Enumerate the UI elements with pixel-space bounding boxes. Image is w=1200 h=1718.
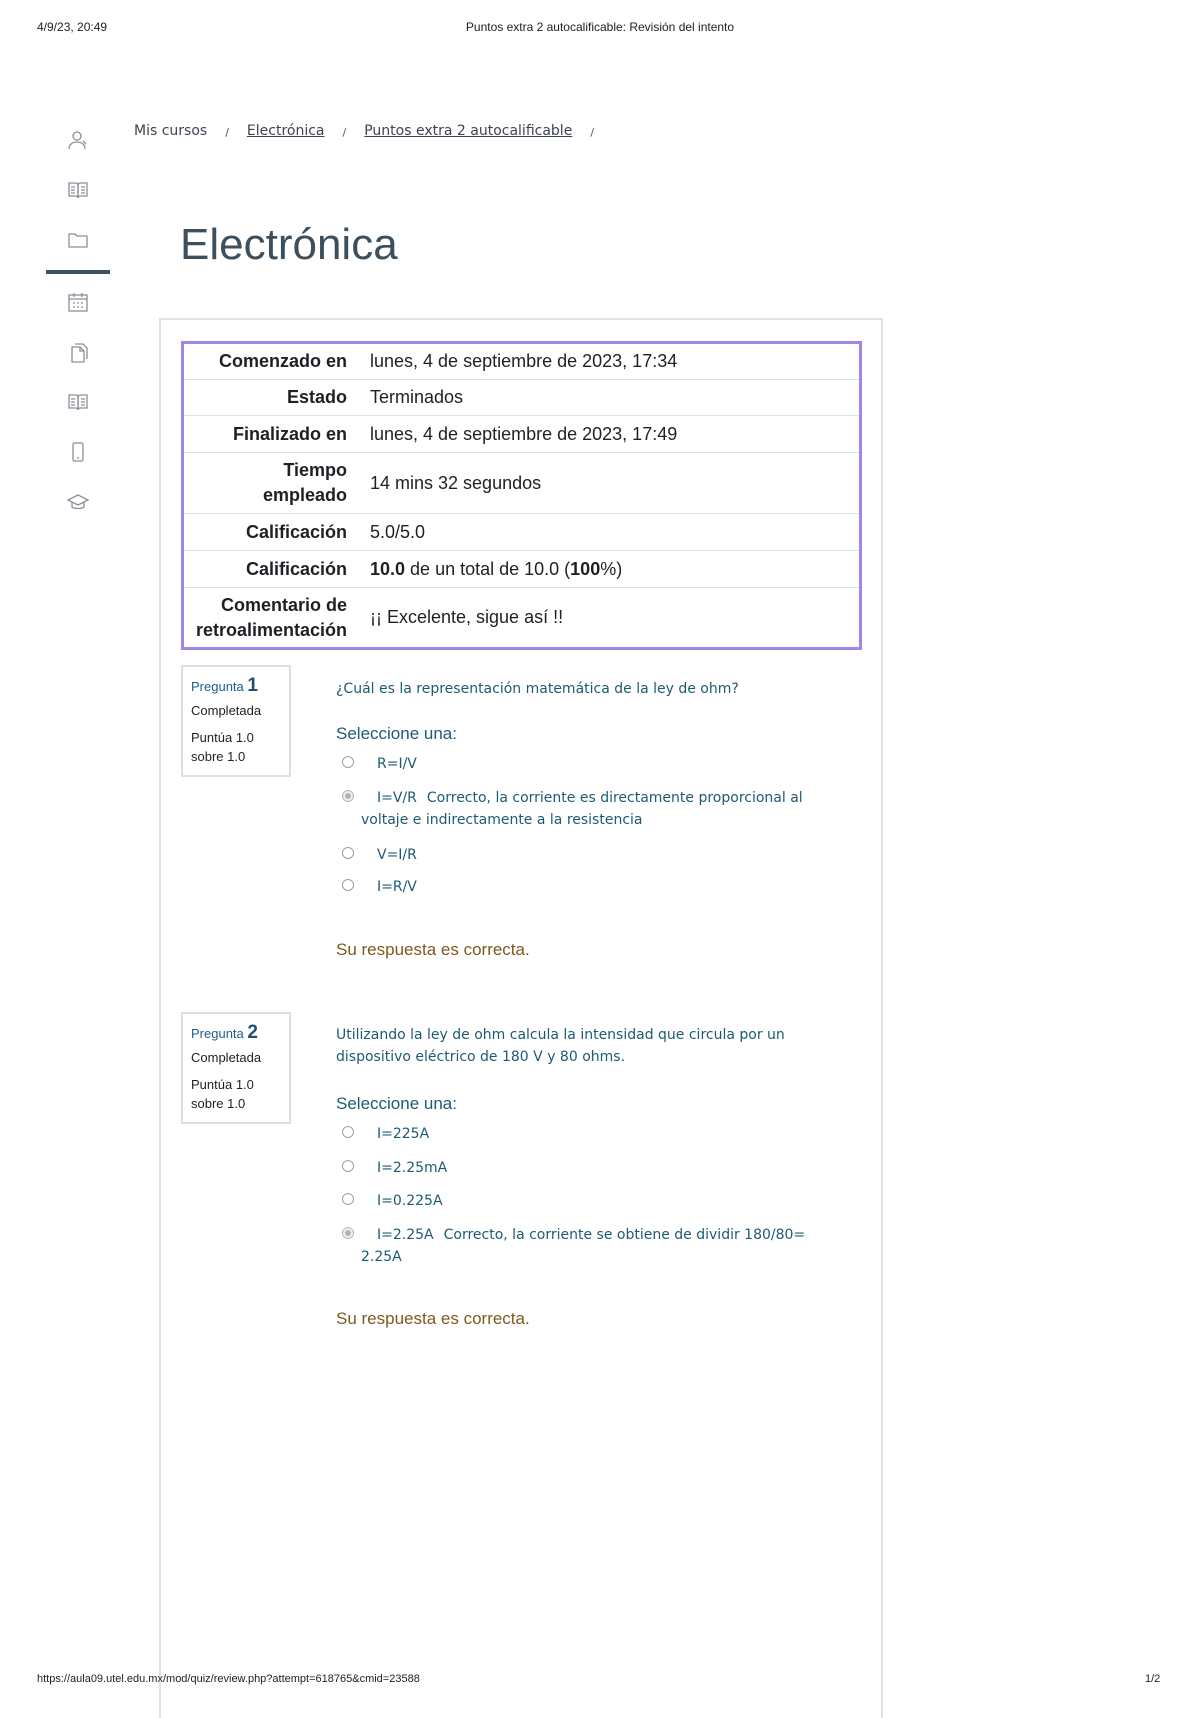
answer-option-text: I=2.25A bbox=[377, 1227, 434, 1243]
breadcrumb-quiz[interactable]: Puntos extra 2 autocalificable bbox=[364, 122, 573, 139]
answer-prompt: Seleccione una: bbox=[336, 1094, 457, 1113]
time-taken-label-line1: Tiempo bbox=[283, 460, 347, 480]
radio-button[interactable] bbox=[342, 756, 354, 768]
answer-prompt: Seleccione una: bbox=[336, 724, 457, 743]
question-info bbox=[181, 665, 291, 777]
started-label: Comenzado en bbox=[218, 351, 347, 371]
question-info bbox=[181, 1012, 291, 1124]
state-value: Terminados bbox=[370, 387, 464, 407]
breadcrumb-course[interactable]: Electrónica bbox=[246, 122, 325, 139]
page-title: Electrónica bbox=[180, 220, 398, 269]
print-title: Puntos extra 2 autocalificable: Revisión del intento bbox=[465, 20, 735, 34]
breadcrumb-my-courses[interactable]: Mis cursos bbox=[134, 122, 208, 139]
summary-row-state bbox=[184, 380, 859, 416]
book-icon[interactable] bbox=[46, 382, 110, 422]
finished-value: lunes, 4 de septiembre de 2023, 17:49 bbox=[370, 423, 678, 444]
feedback-value: ¡¡ Excelente, sigue así !! bbox=[370, 607, 564, 627]
answer-option-text: I=2.25mA bbox=[377, 1160, 448, 1176]
answer-option[interactable] bbox=[342, 844, 822, 866]
specific-feedback: Correcto, la corriente se obtiene de dividir 180/80= bbox=[443, 1227, 806, 1243]
answer-option[interactable] bbox=[342, 1123, 822, 1145]
answer-option-text: I=0.225A bbox=[377, 1193, 443, 1209]
breadcrumb-separator: / bbox=[590, 126, 595, 139]
marks-label: Calificación bbox=[245, 521, 347, 542]
feedback-label-line1: Comentario de bbox=[220, 594, 347, 615]
grade-end: %) bbox=[600, 558, 623, 579]
answer-option-line bbox=[342, 787, 822, 809]
question-grade-line1: Puntúa 1.0 bbox=[191, 1077, 254, 1092]
question-grade-line1: Puntúa 1.0 bbox=[191, 730, 254, 745]
print-datetime: 4/9/23, 20:49 bbox=[37, 20, 108, 34]
marks-value: 5.0/5.0 bbox=[370, 521, 426, 542]
active-nav-indicator bbox=[46, 270, 110, 274]
started-value: lunes, 4 de septiembre de 2023, 17:34 bbox=[370, 351, 678, 371]
summary-row-started bbox=[184, 344, 859, 380]
question-grade bbox=[191, 728, 281, 766]
grade-mid: de un total de 10.0 ( bbox=[405, 558, 571, 579]
summary-row-feedback bbox=[184, 588, 859, 647]
time-taken-label-line2: empleado bbox=[262, 485, 347, 505]
specific-feedback-continued: 2.25A bbox=[361, 1249, 402, 1265]
answer-option-text: I=V/R bbox=[377, 790, 417, 806]
radio-button-checked[interactable] bbox=[342, 790, 354, 802]
summary-row-marks bbox=[184, 514, 859, 551]
question-state: Completada bbox=[191, 703, 262, 718]
question-label: Pregunta bbox=[191, 1026, 244, 1041]
answer-option-selected[interactable] bbox=[342, 1224, 822, 1268]
calendar-icon[interactable] bbox=[46, 282, 110, 322]
radio-button[interactable] bbox=[342, 1193, 354, 1205]
feedback-label-line2: retroalimentación bbox=[195, 619, 347, 640]
answer-option-text: I=R/V bbox=[377, 879, 417, 895]
specific-feedback: Correcto, la corriente es directamente proporcional al bbox=[426, 790, 803, 806]
question-number bbox=[191, 1022, 281, 1044]
radio-button[interactable] bbox=[342, 879, 354, 891]
graduation-cap-icon[interactable] bbox=[46, 482, 110, 522]
feedback-label bbox=[184, 593, 355, 643]
documents-icon[interactable] bbox=[46, 332, 110, 372]
folder-icon[interactable] bbox=[46, 220, 110, 260]
radio-button[interactable] bbox=[342, 1126, 354, 1138]
time-taken-value: 14 mins 32 segundos bbox=[370, 472, 542, 493]
grade-value bbox=[355, 559, 859, 580]
time-taken-label bbox=[184, 458, 355, 508]
print-page-number: 1/2 bbox=[1145, 1673, 1161, 1685]
grade-score: 10.0 bbox=[370, 558, 406, 579]
summary-row-finished bbox=[184, 416, 859, 453]
print-url: https://aula09.utel.edu.mx/mod/quiz/review.php?attempt=618765&cmid=23588 bbox=[37, 1673, 420, 1685]
answer-option[interactable] bbox=[342, 1190, 822, 1212]
summary-row-time-taken bbox=[184, 453, 859, 514]
answer-option[interactable] bbox=[342, 753, 822, 775]
mobile-icon[interactable] bbox=[46, 432, 110, 472]
question-number-value: 2 bbox=[247, 1022, 258, 1043]
book-icon[interactable] bbox=[46, 170, 110, 210]
radio-button[interactable] bbox=[342, 847, 354, 859]
summary-row-grade bbox=[184, 551, 859, 588]
question-text: Utilizando la ley de ohm calcula la intensidad que circula por un dispositivo eléctrico de 180 V y 80 ohms. bbox=[336, 1027, 785, 1065]
state-label: Estado bbox=[286, 387, 347, 407]
grade-label: Calificación bbox=[245, 558, 347, 579]
participants-icon[interactable] bbox=[46, 120, 110, 160]
radio-button[interactable] bbox=[342, 1160, 354, 1172]
question-number bbox=[191, 675, 281, 697]
grade-percent: 100 bbox=[570, 558, 601, 579]
question-outcome: Su respuesta es correcta. bbox=[336, 1309, 530, 1328]
question-grade-line2: sobre 1.0 bbox=[191, 749, 246, 764]
breadcrumb-separator: / bbox=[225, 126, 229, 139]
attempt-summary-table bbox=[181, 341, 862, 650]
answer-option-text: V=I/R bbox=[377, 847, 417, 863]
answer-option-selected[interactable] bbox=[342, 787, 822, 831]
answer-option[interactable] bbox=[342, 1157, 822, 1179]
question-number-value: 1 bbox=[247, 675, 258, 696]
print-header bbox=[0, 20, 1200, 36]
question-grade bbox=[191, 1075, 281, 1113]
answer-option-text: R=I/V bbox=[377, 756, 417, 772]
specific-feedback-continued: voltaje e indirectamente a la resistencia bbox=[361, 812, 643, 828]
finished-label: Finalizado en bbox=[232, 423, 347, 444]
question-label: Pregunta bbox=[191, 679, 244, 694]
question-state: Completada bbox=[191, 1050, 262, 1065]
answer-option[interactable] bbox=[342, 876, 822, 898]
question-text: ¿Cuál es la representación matemática de la ley de ohm? bbox=[336, 681, 739, 697]
answer-option-line bbox=[342, 1224, 822, 1246]
breadcrumb-separator: / bbox=[342, 126, 347, 139]
breadcrumb bbox=[134, 122, 612, 139]
answer-option-text: I=225A bbox=[377, 1126, 430, 1142]
radio-button-checked[interactable] bbox=[342, 1227, 354, 1239]
question-grade-line2: sobre 1.0 bbox=[191, 1096, 246, 1111]
question-outcome: Su respuesta es correcta. bbox=[336, 940, 530, 959]
